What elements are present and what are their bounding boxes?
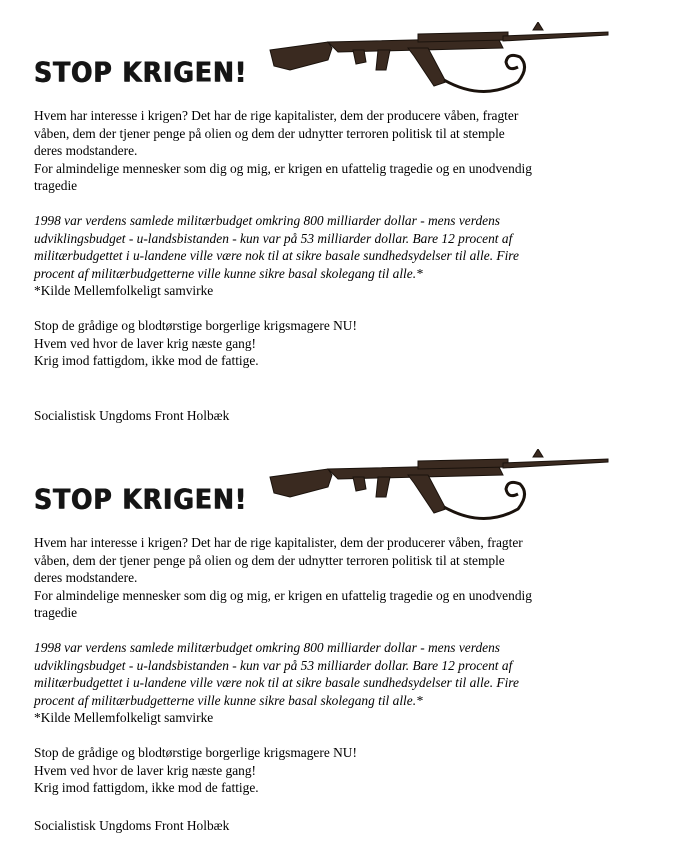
intro-line: deres modstandere. xyxy=(34,143,138,158)
intro-line: våben, dem der tjener penge på olien og dem der udnytter terroren politisk til at stemple xyxy=(34,552,505,568)
rifle-icon xyxy=(268,22,618,117)
call-line: Krig imod fattigdom, ikke mod de fattige. xyxy=(34,353,259,368)
intro-line: Hvem har interesse i krigen? Det har de rige kapitalister, dem der producere våben, fragter xyxy=(34,108,519,123)
stat-line: udviklingsbudget - u-landsbistanden - kun var på 53 milliarder dollar. Bare 12 procent af xyxy=(34,657,513,673)
intro-line: Hvem har interesse i krigen? Det har de rige kapitalister, dem der producerer våben, fragter xyxy=(34,535,523,550)
rifle-icon xyxy=(268,449,618,544)
stat-line: procent af militærbudgetterne ville kunne sikre basal skolegang til alle.* xyxy=(34,692,423,708)
body-text xyxy=(34,107,654,370)
call-line: Hvem ved hvor de laver krig næste gang! xyxy=(34,335,256,351)
call-line: Stop de grådige og blodtørstige borgerlige krigsmagere NU! xyxy=(34,318,357,333)
call-line: Stop de grådige og blodtørstige borgerlige krigsmagere NU! xyxy=(34,745,357,760)
call-line: Hvem ved hvor de laver krig næste gang! xyxy=(34,762,256,778)
stat-line: 1998 var verdens samlede militærbudget omkring 800 milliarder dollar - mens verdens xyxy=(34,213,501,228)
source-note: *Kilde Mellemfolkeligt samvirke xyxy=(34,283,214,298)
intro-line: For almindelige mennesker som dig og mig, er krigen en ufattelig tragedie og en unodvendig xyxy=(34,587,532,603)
intro-line: tragedie xyxy=(34,178,78,193)
intro-line: For almindelige mennesker som dig og mig, er krigen en ufattelig tragedie og en unodvendig xyxy=(34,160,532,176)
intro-line: våben, dem der tjener penge på olien og dem der udnytter terroren politisk til at stemple xyxy=(34,125,505,141)
intro-line: deres modstandere. xyxy=(34,570,138,585)
stat-line: militærbudgettet i u-landene ville være nok til at sikre basale sundhedsydelser til alle. Fire xyxy=(34,675,519,690)
headline: STOP KRIGEN! xyxy=(34,483,248,515)
stat-line: udviklingsbudget - u-landsbistanden - kun var på 53 milliarder dollar. Bare 12 procent af xyxy=(34,230,513,246)
source-note: *Kilde Mellemfolkeligt samvirke xyxy=(34,710,214,725)
intro-line: tragedie xyxy=(34,605,78,620)
stat-line: procent af militærbudgetterne ville kunne sikre basal skolegang til alle.* xyxy=(34,265,423,281)
stat-line: militærbudgettet i u-landene ville være nok til at sikre basale sundhedsydelser til alle. Fire xyxy=(34,248,519,263)
stat-line: 1998 var verdens samlede militærbudget omkring 800 milliarder dollar - mens verdens xyxy=(34,640,501,655)
call-line: Krig imod fattigdom, ikke mod de fattige. xyxy=(34,780,259,795)
body-text xyxy=(34,534,654,797)
headline: STOP KRIGEN! xyxy=(34,56,248,88)
signature: Socialistisk Ungdoms Front Holbæk xyxy=(34,408,230,423)
signature: Socialistisk Ungdoms Front Holbæk xyxy=(34,818,230,833)
